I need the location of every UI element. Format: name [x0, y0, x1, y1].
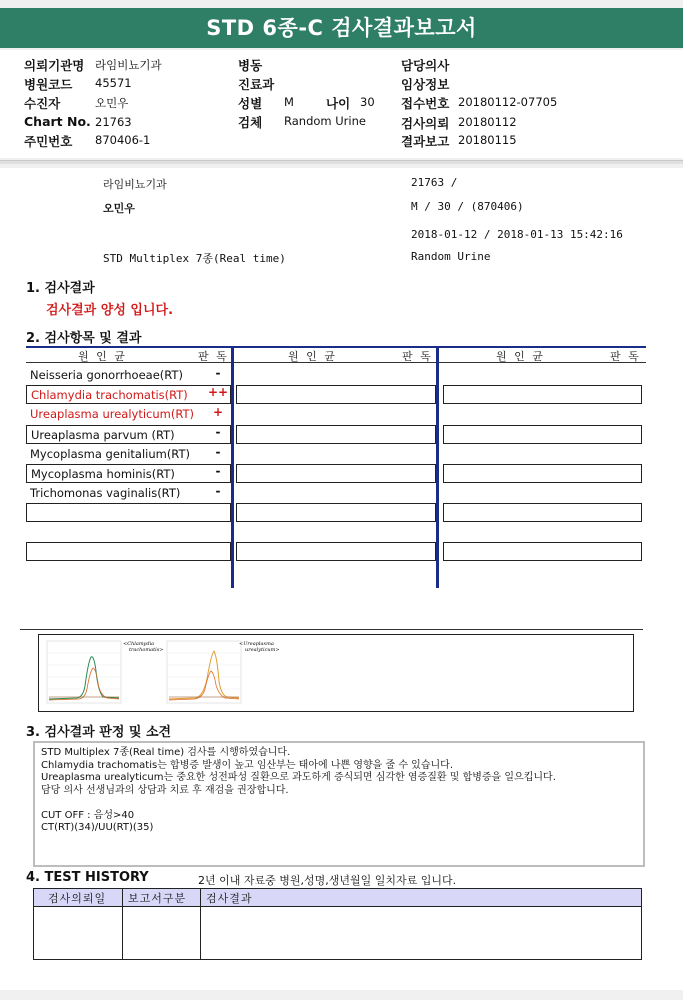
summary-dates: 2018-01-12 / 2018-01-13 15:42:16 [411, 228, 623, 241]
svg-text:urealyticum>: urealyticum> [245, 647, 280, 653]
section3-title: 3. 검사결과 판정 및 소견 [26, 725, 172, 740]
column-divider-2 [436, 346, 439, 588]
result-name-4: Mycoplasma genitalium(RT) [30, 447, 190, 461]
report-label: 결과보고 [401, 134, 450, 149]
accession-label: 접수번호 [401, 96, 450, 111]
graph-caption-1: <Chlamydia [123, 641, 155, 647]
result-verdict-1: ++ [208, 385, 229, 399]
history-divider-1 [122, 889, 123, 959]
empty-cell [443, 503, 642, 522]
empty-cell [26, 503, 231, 522]
section1-title: 1. 검사결과 [26, 281, 95, 296]
result-verdict-5: - [215, 464, 221, 478]
finding-line-4 [41, 797, 637, 810]
summary-sex-age: M / 30 / (870406) [411, 200, 524, 213]
empty-cell [236, 385, 436, 404]
col3-organism-header: 원 인 균 [496, 350, 545, 363]
accession-value: 20180112-07705 [458, 95, 558, 109]
result-name-5: Mycoplasma hominis(RT) [26, 464, 231, 483]
dept-label: 진료과 [238, 77, 275, 92]
plot-ureaplasma [167, 641, 241, 703]
empty-cell [236, 503, 436, 522]
history-col-request-date: 검사의뢰일 [48, 892, 107, 905]
empty-cell [26, 542, 231, 561]
empty-cell [236, 425, 436, 444]
result-verdict-6: - [215, 484, 221, 498]
empty-cell [443, 542, 642, 561]
result-verdict-0: - [215, 366, 221, 380]
chart-value: 21763 [95, 115, 132, 129]
age-value: 30 [360, 95, 375, 109]
pcr-curve-plots [39, 635, 635, 713]
summary-patient: 오민우 [103, 202, 135, 215]
chart-label: Chart No. [24, 114, 91, 129]
header-divider [0, 160, 683, 164]
id-label: 주민번호 [24, 134, 73, 149]
positive-message: 검사결과 양성 입니다. [46, 303, 174, 318]
finding-line-6: CT(RT)(34)/UU(RT)(35) [41, 822, 154, 833]
request-label: 검사의뢰 [401, 116, 450, 131]
finding-line-3: 담당 의사 선생님과의 상담과 치료 후 재검을 권장합니다. [41, 784, 289, 796]
section-divider [20, 629, 643, 630]
results-table [26, 346, 646, 588]
specimen-value: Random Urine [284, 114, 366, 128]
col2-verdict-header: 판 독 [402, 350, 433, 363]
svg-text:trachomatis>: trachomatis> [129, 647, 164, 653]
institution-value: 라임비뇨기과 [95, 58, 162, 72]
column-divider-1 [231, 346, 234, 588]
doctor-label: 담당의사 [401, 58, 450, 73]
result-verdict-4: - [215, 445, 221, 459]
plot-chlamydia [47, 641, 121, 703]
request-value: 20180112 [458, 115, 517, 129]
result-verdict-2: + [212, 405, 224, 419]
col1-organism-header: 원 인 균 [78, 350, 127, 363]
col2-organism-header: 원 인 균 [288, 350, 337, 363]
summary-test-name: STD Multiplex 7종(Real time) [103, 252, 286, 265]
finding-line-0: STD Multiplex 7종(Real time) 검사를 시행하였습니다. [41, 747, 291, 758]
summary-chart: 21763 / [411, 176, 458, 189]
age-label: 나이 [326, 96, 351, 111]
finding-line-5: CUT OFF : 음성>40 [41, 809, 135, 821]
result-name-6: Trichomonas vaginalis(RT) [30, 486, 181, 500]
empty-cell [236, 542, 436, 561]
hospital-code-value: 45571 [95, 76, 132, 90]
empty-cell [443, 385, 642, 404]
empty-cell [236, 464, 436, 483]
history-col-result: 검사결과 [206, 892, 253, 905]
report-sheet [0, 168, 683, 990]
col1-verdict-header: 판 독 [198, 350, 229, 363]
finding-line-2: Ureaplasma urealyticum는 중요한 성전파성 질환으로 과도하게 증식되면 심각한 염증질환 및 합병증을 일으킵니다. [41, 772, 556, 783]
empty-cell [443, 425, 642, 444]
result-name-1: Chlamydia trachomatis(RT) [26, 385, 231, 404]
patient-label: 수진자 [24, 96, 61, 111]
amplification-graphs [38, 634, 634, 712]
findings-box [33, 741, 645, 867]
empty-cell [443, 464, 642, 483]
result-verdict-3: - [215, 425, 221, 439]
result-name-2: Ureaplasma urealyticum(RT) [30, 407, 195, 421]
graph-caption-2: <Ureaplasma [239, 641, 274, 647]
institution-label: 의뢰기관명 [24, 58, 85, 73]
hospital-code-label: 병원코드 [24, 77, 73, 92]
sex-label: 성별 [238, 96, 263, 111]
result-name-3: Ureaplasma parvum (RT) [26, 425, 231, 444]
clinical-label: 임상정보 [401, 77, 450, 92]
history-header-row [34, 889, 641, 907]
finding-line-1: Chlamydia trachomatis는 합병증 발생이 높고 임산부는 태아에 나쁜 영향을 줄 수 있습니다. [41, 759, 453, 771]
report-value: 20180115 [458, 133, 517, 147]
specimen-label: 검체 [238, 115, 263, 130]
section4-title: 4. TEST HISTORY [26, 870, 149, 885]
history-table [33, 888, 642, 960]
history-divider-2 [200, 889, 201, 959]
patient-value: 오민우 [95, 96, 129, 110]
section2-title: 2. 검사항목 및 결과 [26, 331, 142, 346]
history-col-report-type: 보고서구분 [128, 892, 187, 905]
header-info [0, 50, 683, 158]
id-value: 870406-1 [95, 133, 151, 147]
summary-specimen: Random Urine [411, 250, 491, 263]
result-name-0: Neisseria gonorrhoeae(RT) [30, 368, 183, 382]
col3-verdict-header: 판 독 [610, 350, 641, 363]
ward-label: 병동 [238, 58, 263, 73]
summary-clinic: 라임비뇨기과 [103, 178, 167, 191]
sex-value: M [284, 95, 294, 109]
report-title: STD 6종-C 검사결과보고서 [0, 8, 683, 48]
history-note: 2년 이내 자료중 병원,성명,생년월일 일치자료 입니다. [198, 874, 457, 887]
